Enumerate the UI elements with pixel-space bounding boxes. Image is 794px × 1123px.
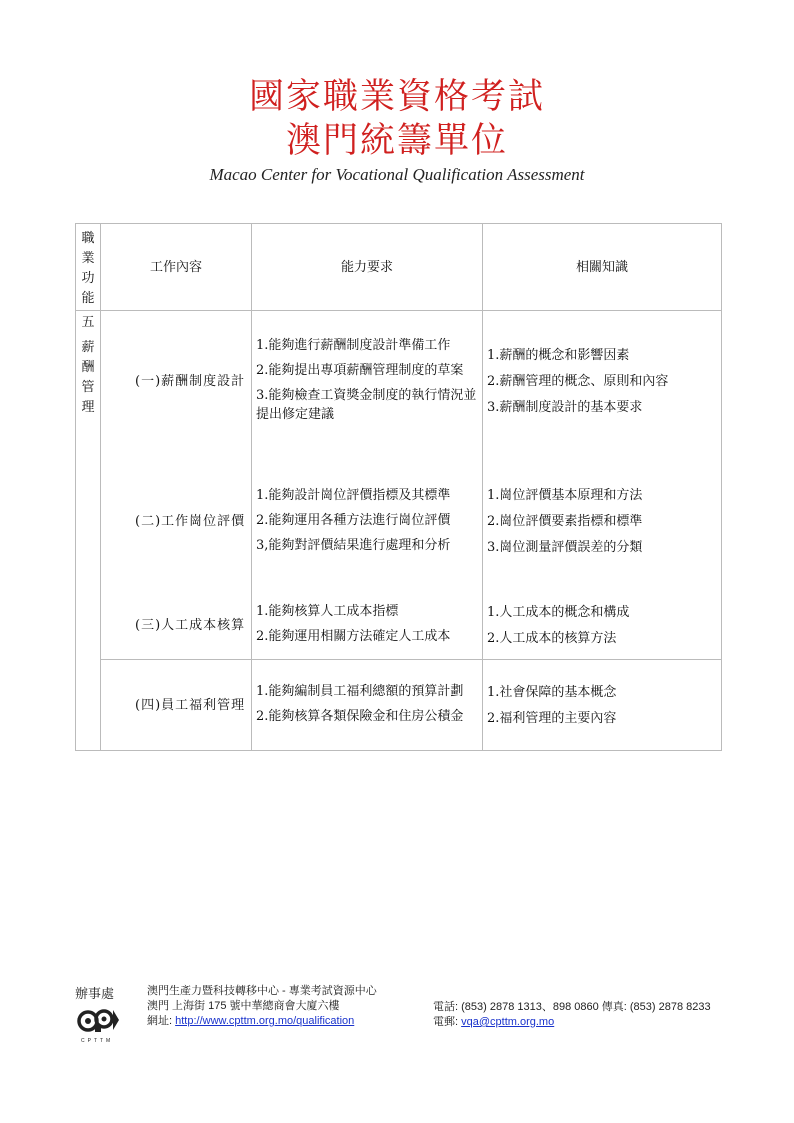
function-name: 薪 酬 管 理 <box>81 340 95 415</box>
knowledge-cell: 1.薪酬的概念和影響因素 2.薪酬管理的概念、原則和內容 3.薪酬制度設計的基本要求 <box>483 311 722 452</box>
cpttm-logo-icon <box>77 1006 121 1036</box>
content-cell: (四)員工福利管理 <box>101 660 252 751</box>
footer-contact-left <box>147 984 377 1029</box>
address: 澳門 上海街 175 號中華總商會大廈六樓 <box>147 1000 340 1012</box>
header-content: 工作內容 <box>101 224 252 311</box>
title-line-2: 澳門統籌單位 <box>285 121 508 161</box>
header-function: 職 業 功 能 <box>76 224 101 311</box>
table-header-row <box>76 224 722 311</box>
office-label: 辦事處 <box>75 986 115 1001</box>
knowledge-cell: 1.人工成本的概念和構成 2.人工成本的核算方法 <box>483 591 722 660</box>
knowledge-cell: 1.社會保障的基本概念 2.福利管理的主要內容 <box>483 660 722 751</box>
subtitle: Macao Center for Vocational Qualification Assessment <box>209 165 585 184</box>
ability-cell: 1.能夠編制員工福利總額的預算計劃 2.能夠核算各類保險金和住房公積金 <box>252 660 483 751</box>
content-cell: (二)工作崗位評價 <box>101 451 252 591</box>
header-knowledge: 相關知識 <box>483 224 722 311</box>
function-number: 五 <box>81 315 95 330</box>
content-cell: (一)薪酬制度設計 <box>101 311 252 452</box>
ability-cell: 1.能夠設計崗位評價指標及其標準 2.能夠運用各種方法進行崗位評價 3,能夠對評價結果進行處理和分析 <box>252 451 483 591</box>
phone-fax: 電話: (853) 2878 1313、898 0860 傳真: (853) 2878 8233 <box>433 1001 711 1013</box>
ability-cell: 1.能夠進行薪酬制度設計準備工作 2.能夠提出專項薪酬管理制度的草案 3.能夠檢查工資獎金制度的執行情況並提出修定建議 <box>252 311 483 452</box>
title-line-1: 國家職業資格考試 <box>248 77 545 117</box>
website-line: 網址: http://www.cpttm.org.mo/qualification <box>147 1015 355 1027</box>
logo-caption: CPTTM <box>81 1038 114 1044</box>
table-row <box>76 660 722 751</box>
org-name: 澳門生產力暨科技轉移中心 - 專業考試資源中心 <box>147 985 377 997</box>
knowledge-cell: 1.崗位評價基本原理和方法 2.崗位評價要素指標和標準 3.崗位測量評價誤差的分類 <box>483 451 722 591</box>
email-link[interactable]: vqa@cpttm.org.mo <box>461 1016 555 1028</box>
table-row <box>76 591 722 660</box>
function-cell <box>76 311 101 751</box>
email-line: 電郵: vqa@cpttm.org.mo <box>433 1016 555 1028</box>
ability-cell: 1.能夠核算人工成本指標 2.能夠運用相關方法確定人工成本 <box>252 591 483 660</box>
qualification-table <box>75 223 722 751</box>
table-row <box>76 311 722 452</box>
table-row <box>76 451 722 591</box>
header-ability: 能力要求 <box>252 224 483 311</box>
footer-contact-right <box>433 1000 711 1030</box>
website-link[interactable]: http://www.cpttm.org.mo/qualification <box>175 1015 355 1027</box>
content-cell: (三)人工成本核算 <box>101 591 252 660</box>
